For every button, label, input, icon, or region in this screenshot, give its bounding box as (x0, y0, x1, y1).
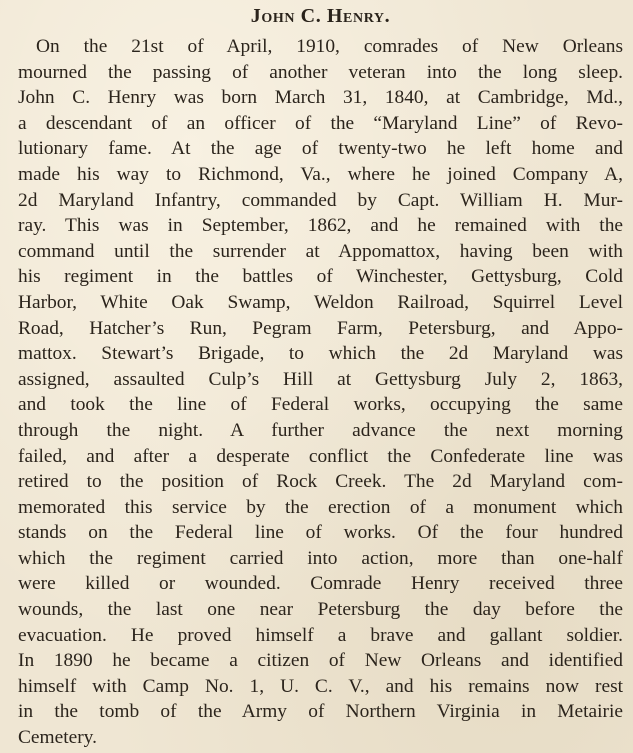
text-line: evacuation. He proved himself a brave and gallant soldier. (18, 624, 623, 646)
text-line: Cemetery. (18, 727, 97, 749)
text-line: retired to the position of Rock Creek. The 2d Maryland com- (18, 471, 623, 493)
text-line: On the 21st of April, 1910, comrades of New Orleans (36, 36, 623, 57)
text-line: John C. Henry was born March 31, 1840, at Cambridge, Md., (18, 87, 623, 109)
text-line: memorated this service by the erection of a monument which (18, 496, 623, 518)
text-line: mourned the passing of another veteran into the long sleep. (18, 61, 623, 83)
text-line: stands on the Federal line of works. Of the four hundred (18, 522, 623, 544)
text-line: 2d Maryland Infantry, commanded by Capt. William H. Mur- (18, 189, 623, 211)
text-line: assigned, assaulted Culp’s Hill at Gettysburg July 2, 1863, (18, 368, 623, 390)
text-line: his regiment in the battles of Winchester, Gettysburg, Cold (18, 266, 623, 288)
text-line: Harbor, White Oak Swamp, Weldon Railroad, Squirrel Level (18, 291, 623, 313)
text-line: himself with Camp No. 1, U. C. V., and his remains now rest (18, 675, 623, 697)
text-line: lutionary fame. At the age of twenty-two he left home and (18, 138, 623, 160)
text-line: Road, Hatcher’s Run, Pegram Farm, Petersburg, and Appo- (18, 317, 623, 339)
text-line: mattox. Stewart’s Brigade, to which the 2d Maryland was (18, 343, 623, 365)
text-line: command until the surrender at Appomattox, having been with (18, 240, 623, 262)
article-title: John C. Henry. (250, 5, 391, 27)
text-line: which the regiment carried into action, more than one-half (18, 547, 623, 569)
text-line: and took the line of Federal works, occupying the same (18, 394, 623, 416)
text-line: made his way to Richmond, Va., where he joined Company A, (18, 163, 623, 185)
article-body (18, 34, 623, 751)
text-line: a descendant of an officer of the “Maryland Line” of Revo- (18, 112, 623, 134)
text-line: in the tomb of the Army of Northern Virginia in Metairie (18, 701, 623, 723)
text-line: ray. This was in September, 1862, and he remained with the (18, 215, 623, 237)
text-line: through the night. A further advance the next morning (18, 419, 623, 441)
text-line: In 1890 he became a citizen of New Orleans and identified (18, 650, 623, 672)
text-line: were killed or wounded. Comrade Henry received three (18, 573, 623, 595)
text-line: failed, and after a desperate conflict the Confederate line was (18, 445, 623, 467)
text-line: wounds, the last one near Petersburg the day before the (18, 599, 623, 621)
